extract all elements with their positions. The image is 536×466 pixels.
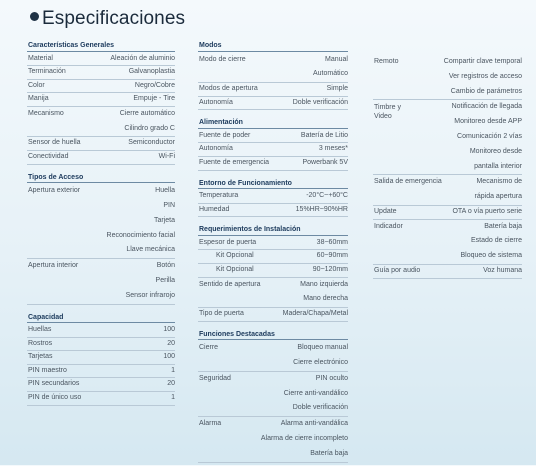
spec-value — [319, 143, 348, 156]
spec-label: Fuente de emergencia — [199, 158, 270, 166]
spec-row-pin-de-unico-uso — [27, 392, 175, 406]
spec-value-line: Monitoreo desde — [469, 147, 522, 155]
spec-value-line: Compartir clave temporal — [443, 58, 522, 65]
spec-row-remoto — [373, 55, 522, 100]
spec-value-line: pantalla interior — [474, 162, 522, 170]
section-title: Requerimientos de Instalación — [198, 226, 348, 236]
spec-value-line: Batería baja — [484, 222, 522, 230]
spec-value-line: Madera/Chapa/Metal — [282, 310, 348, 318]
spec-value-line: Automático — [312, 70, 348, 78]
spec-value — [128, 137, 175, 150]
spec-label: Remoto — [374, 58, 399, 65]
spec-value-line: -20°C~+60°C — [306, 192, 348, 200]
spec-value-line: Powerbank 5V — [302, 158, 348, 166]
spec-label: Guía por audio — [374, 266, 421, 274]
spec-value-line: Mano izquierda — [300, 280, 348, 288]
spec-row-salida-de-emergencia — [373, 175, 522, 206]
spec-label: PIN maestro — [28, 366, 67, 374]
spec-value — [283, 308, 348, 321]
spec-label: Huellas — [28, 326, 52, 334]
spec-value — [167, 378, 175, 391]
spec-value-line: 100 — [163, 353, 175, 361]
spec-row-apertura-exterior — [27, 184, 175, 259]
spec-value — [293, 97, 348, 110]
spec-value-line: PIN oculto — [315, 374, 348, 382]
page-title — [30, 8, 185, 30]
spec-label: Cierre — [199, 344, 219, 352]
spec-row-autonomia — [198, 97, 348, 111]
spec-value — [461, 220, 522, 264]
spec-value-line: Bloqueo manual — [297, 344, 348, 352]
spec-value — [110, 53, 175, 66]
spec-row-sentido-de-apertura — [198, 278, 348, 309]
spec-value-line: 1 — [171, 394, 175, 401]
spec-row-pin-secundarios — [27, 378, 175, 392]
spec-value — [313, 264, 348, 277]
spec-row-fuente-de-poder — [198, 130, 348, 144]
spec-section-caracteristicas-generales — [27, 42, 175, 165]
section-title: Modos — [198, 42, 348, 52]
spec-value-line: Cambio de parámetros — [450, 87, 522, 95]
spec-label: Update — [374, 207, 397, 215]
spec-value-line: Notificación de llegada — [451, 103, 522, 111]
spec-label: Tarjetas — [28, 353, 53, 361]
spec-value-line: 60~90mm — [316, 252, 348, 260]
spec-label: Material — [28, 54, 53, 62]
section-title: Capacidad — [27, 314, 175, 324]
spec-value-line: 1 — [171, 366, 175, 374]
spec-row-tarjetas — [27, 351, 175, 365]
spec-label: Fuente de poder — [199, 131, 251, 139]
spec-row-temperatura — [198, 190, 348, 204]
spec-value-line: 90~120mm — [312, 265, 348, 273]
spec-value — [133, 93, 175, 106]
spec-row-mecanismo — [27, 107, 175, 138]
spec-value-line: Huella — [155, 187, 175, 195]
spec-row-indicador — [373, 220, 522, 265]
spec-row-timbre-y-video — [373, 100, 522, 175]
spec-label: Sensor de huella — [28, 139, 81, 147]
spec-value-line: Tarjeta — [153, 216, 175, 224]
spec-value — [483, 265, 522, 278]
spec-row-modo-de-cierre — [198, 53, 348, 84]
spec-row-apertura-interior — [27, 259, 175, 304]
spec-row-espesor-de-puerta — [198, 237, 348, 251]
spec-row-modos-de-apertura — [198, 83, 348, 97]
spec-value-line: 100 — [163, 326, 175, 334]
spec-value-line: rápida apertura — [474, 193, 522, 201]
section-title: Alimentación — [198, 119, 348, 129]
spec-section-modos — [198, 42, 348, 110]
page-title-text: Especificaciones — [42, 8, 186, 29]
spec-label: Sentido de apertura — [199, 280, 261, 288]
spec-value-line: Bloqueo de sistema — [460, 252, 522, 260]
spec-section-misc — [373, 42, 522, 279]
spec-value-line: Wi-Fi — [158, 153, 175, 161]
spec-value-line: Estado de cierre — [471, 237, 522, 245]
spec-row-material — [27, 53, 175, 67]
spec-value — [452, 100, 522, 174]
spec-row-alarma — [198, 417, 348, 462]
spec-value-line: Botón — [156, 262, 175, 270]
spec-row-huellas — [27, 324, 175, 338]
spec-label: Alarma — [199, 420, 222, 428]
spec-value — [444, 55, 522, 99]
spec-column-3 — [373, 42, 522, 282]
spec-value — [296, 204, 348, 217]
spec-row-guia-por-audio — [373, 265, 522, 279]
spec-value — [171, 392, 175, 405]
spec-value-line: Doble verificación — [292, 404, 348, 412]
spec-section-alimentacion — [198, 119, 348, 170]
spec-label: Rostros — [28, 339, 53, 347]
spec-value-line: Perilla — [155, 276, 175, 284]
spec-label: Modos de apertura — [199, 85, 258, 93]
spec-value — [159, 151, 175, 164]
spec-value — [284, 372, 348, 416]
spec-value-line: 15%HR~90%HR — [295, 205, 348, 213]
spec-label: Salida de emergencia — [374, 178, 442, 186]
spec-value-line: Cierre anti-vandálico — [283, 389, 348, 397]
spec-label: Autonomía — [199, 145, 233, 153]
spec-value-line: Negro/Cobre — [134, 81, 175, 89]
spec-value-line: 20 — [167, 339, 175, 347]
spec-value-line: Semiconductor — [128, 139, 175, 147]
spec-value — [126, 259, 175, 303]
spec-value — [167, 338, 175, 351]
spec-label: Indicador — [374, 222, 403, 230]
spec-value-line: Cierre automático — [119, 109, 175, 117]
spec-row-seguridad — [198, 372, 348, 417]
spec-row-autonomia — [198, 143, 348, 157]
spec-value — [171, 365, 175, 378]
spec-row-cierre — [198, 341, 348, 372]
spec-value-line: Batería de Litio — [300, 131, 348, 139]
spec-value-line: Llave mecánica — [126, 246, 175, 254]
spec-label: Terminación — [28, 68, 66, 76]
spec-label: Modo de cierre — [199, 55, 246, 63]
spec-value — [163, 324, 175, 337]
spec-row-terminacion — [27, 66, 175, 80]
spec-label: PIN de único uso — [28, 394, 82, 401]
spec-label: PIN secundarios — [28, 380, 80, 388]
spec-value — [313, 53, 348, 83]
section-title: Tipos de Acceso — [27, 174, 175, 184]
spec-column-1 — [27, 42, 175, 409]
spec-value-line: Voz humana — [483, 266, 522, 274]
bullet-dot-icon — [30, 12, 39, 21]
spec-section-requerimientos-de-instalacion — [198, 226, 348, 321]
spec-value — [300, 278, 348, 308]
spec-value-line: Comunicación 2 vías — [457, 132, 522, 140]
spec-value — [129, 66, 175, 79]
spec-label: Espesor de puerta — [199, 238, 257, 246]
spec-row-manija — [27, 93, 175, 107]
spec-label: Temperatura — [199, 192, 239, 200]
spec-value-line: Galvanoplastia — [128, 68, 175, 76]
spec-row-color — [27, 80, 175, 94]
spec-row-kit-opcional — [198, 250, 348, 264]
spec-label: Seguridad — [199, 374, 231, 382]
spec-value — [302, 157, 348, 170]
spec-value — [306, 190, 348, 203]
spec-label: Manija — [28, 95, 49, 103]
spec-value-line: PIN — [163, 201, 175, 209]
spec-value-line: Empuje - Tire — [133, 95, 175, 103]
spec-label: Kit Opcional — [216, 265, 254, 273]
spec-value-line: Cilindro grado C — [124, 124, 175, 132]
spec-label: Kit Opcional — [216, 252, 254, 260]
spec-label: Apertura interior — [28, 262, 79, 270]
spec-label: Tipo de puerta — [199, 310, 244, 318]
spec-value-line: Monitoreo desde APP — [454, 118, 522, 126]
spec-label: Timbre y Video — [374, 104, 401, 121]
spec-value — [293, 341, 348, 371]
spec-value-line: 38~60mm — [316, 238, 348, 246]
spec-value — [135, 80, 175, 93]
spec-value-line: Mecanismo de — [476, 178, 522, 186]
spec-row-conectividad — [27, 151, 175, 165]
spec-row-sensor-de-huella — [27, 137, 175, 151]
spec-value-line: Simple — [326, 85, 348, 93]
spec-row-pin-maestro — [27, 365, 175, 379]
spec-value — [163, 351, 175, 364]
spec-value-line: Doble verificación — [292, 98, 348, 106]
spec-row-fuente-de-emergencia — [198, 157, 348, 171]
spec-label: Humedad — [199, 205, 230, 213]
spec-value — [120, 107, 175, 137]
section-title: Entorno de Funcionamiento — [198, 180, 348, 190]
spec-value-line: Batería baja — [310, 449, 348, 457]
spec-value-line: Reconocimiento facial — [106, 231, 175, 239]
spec-value-line: 3 meses* — [318, 145, 348, 153]
spec-label: Mecanismo — [28, 109, 64, 117]
spec-row-kit-opcional — [198, 264, 348, 278]
spec-value — [107, 184, 175, 258]
spec-section-tipos-de-acceso — [27, 174, 175, 305]
spec-value — [452, 206, 522, 219]
spec-label: Conectividad — [28, 153, 69, 161]
spec-value — [317, 237, 348, 250]
spec-value-line: Alarma de cierre incompleto — [260, 435, 348, 442]
spec-value-line: Mano derecha — [303, 295, 348, 303]
spec-label: Color — [28, 81, 45, 89]
spec-label: Apertura exterior — [28, 187, 81, 195]
spec-section-funciones-destacadas — [198, 331, 348, 463]
spec-value-line: Manual — [325, 55, 348, 63]
spec-value-line: Aleación de aluminio — [110, 54, 175, 62]
spec-column-2 — [198, 42, 348, 466]
spec-value — [301, 130, 348, 143]
spec-value — [475, 175, 522, 205]
spec-label: Autonomía — [199, 98, 233, 106]
spec-row-update — [373, 206, 522, 220]
spec-value-line: OTA o vía puerto serie — [452, 207, 522, 215]
spec-value-line: Sensor infrarojo — [125, 291, 175, 299]
spec-section-capacidad — [27, 314, 175, 406]
section-title: Características Generales — [27, 42, 175, 52]
spec-row-tipo-de-puerta — [198, 308, 348, 322]
spec-value-line: Cierre electrónico — [293, 359, 348, 367]
spec-section-entorno-de-funcionamiento — [198, 180, 348, 218]
spec-value — [327, 83, 348, 96]
spec-value-line: Alarma anti-vandálica — [280, 420, 348, 428]
spec-value — [317, 250, 348, 263]
section-title: Funciones Destacadas — [198, 331, 348, 341]
spec-value-line: 20 — [167, 380, 175, 388]
spec-row-humedad — [198, 204, 348, 218]
spec-row-rostros — [27, 338, 175, 352]
spec-value-line: Ver registros de acceso — [448, 72, 522, 80]
spec-value — [261, 417, 348, 461]
